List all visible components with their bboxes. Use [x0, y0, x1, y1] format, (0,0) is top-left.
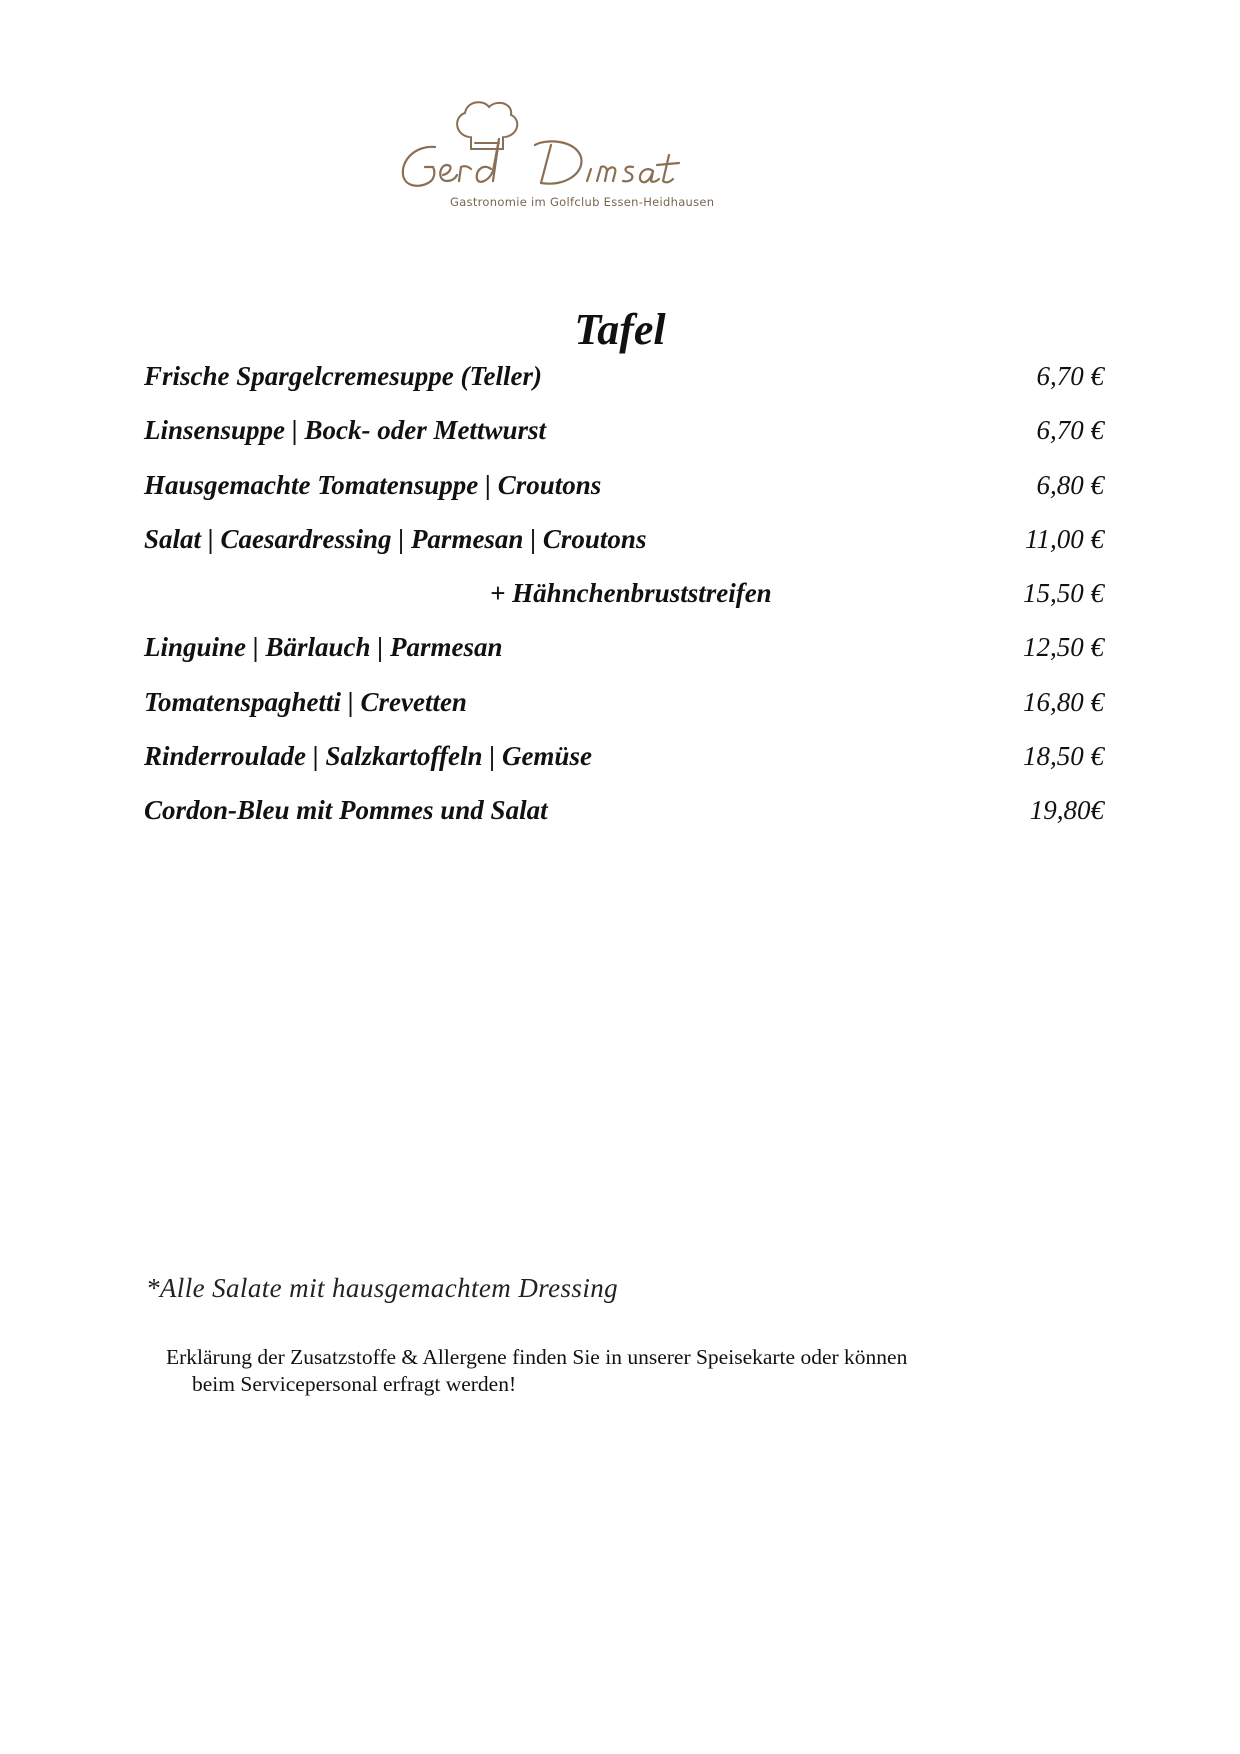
dish-price: 6,80 €	[1036, 469, 1104, 500]
dish-name: Frische Spargelcremesuppe (Teller)	[144, 361, 542, 391]
allergen-info-line-2: beim Servicepersonal erfragt werden!	[192, 1372, 517, 1396]
dish-name: Linguine | Bärlauch | Parmesan	[144, 632, 503, 663]
dish-price: 18,50 €	[1023, 741, 1104, 772]
menu-item	[144, 682, 1104, 736]
menu-item	[144, 410, 1104, 464]
addon-name: + Hähnchenbruststreifen	[490, 578, 772, 609]
page-title: Tafel	[574, 305, 666, 354]
menu-item	[144, 736, 1104, 790]
dish-price: 6,70 €	[1036, 415, 1104, 446]
logo-subtitle: Gastronomie im Golfclub Essen-Heidhausen	[450, 195, 715, 209]
dish-name: Rinderroulade | Salzkartoffeln | Gemüse	[144, 741, 592, 772]
dish-name: Linsensuppe | Bock- oder Mettwurst	[144, 415, 546, 446]
salad-dressing-note: *Alle Salate mit hausgemachtem Dressing	[146, 1273, 619, 1303]
dish-price: 11,00 €	[1025, 523, 1104, 554]
allergen-info	[166, 1344, 1066, 1398]
menu-item	[144, 519, 1104, 573]
dish-name: Tomatenspaghetti | Crevetten	[144, 686, 467, 717]
logo	[395, 95, 725, 215]
menu-item	[144, 465, 1104, 519]
addon-price: 15,50 €	[1023, 578, 1104, 609]
allergen-info-line-1: Erklärung der Zusatzstoffe & Allergene finden Sie in unserer Speisekarte oder können	[166, 1345, 908, 1369]
menu-item	[144, 356, 1104, 410]
dish-name: Hausgemachte Tomatensuppe | Croutons	[144, 469, 602, 500]
menu-item-addon	[144, 573, 1104, 627]
dish-name: Cordon-Bleu mit Pommes und Salat	[144, 795, 548, 826]
menu-item	[144, 627, 1104, 681]
menu-list	[144, 356, 1104, 845]
dish-price: 6,70 €	[1036, 361, 1104, 391]
menu-item	[144, 790, 1104, 844]
dish-price: 12,50 €	[1023, 632, 1104, 663]
dish-price: 16,80 €	[1023, 686, 1104, 717]
dish-name: Salat | Caesardressing | Parmesan | Croutons	[144, 523, 647, 554]
dish-price: 19,80€	[1029, 795, 1104, 826]
